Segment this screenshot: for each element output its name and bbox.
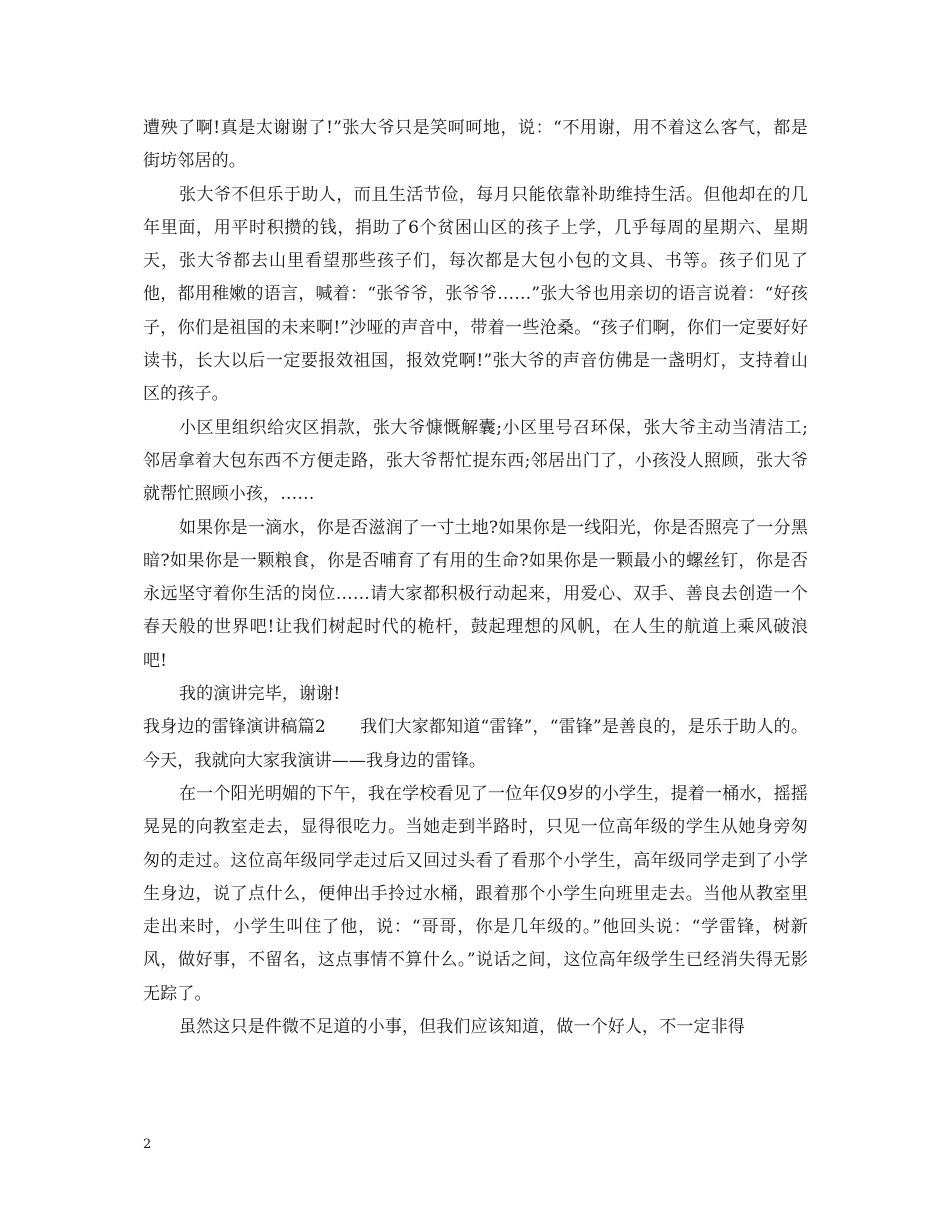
page-number: 2	[143, 1137, 152, 1152]
paragraph-3: 小区里组织给灾区捐款，张大爷慷慨解囊;小区里号召环保，张大爷主动当清洁工;邻居拿着大包东西不方便走路，张大爷帮忙提东西;邻居出门了，小孩没人照顾，张大爷就帮忙照顾小孩，……	[143, 417, 808, 505]
paragraph-4: 如果你是一滴水，你是否滋润了一寸土地?如果你是一线阳光，你是否照亮了一分黑暗?如果你是一颗粮食，你是否哺育了有用的生命?如果你是一颗最小的螺丝钉，你是否永远坚守着你生活的岗位……请大家都积极行动起来，用爱心、双手、善良去创造一个春天般的世界吧!让我们树起时代的桅杆，鼓起理想的风帆，在人生的航道上乘风破浪吧!	[143, 517, 808, 671]
paragraph-8: 虽然这只是件微不足道的小事，但我们应该知道，做一个好人，不一定非得	[179, 1017, 745, 1038]
paragraph-5: 我的演讲完毕，谢谢!	[179, 684, 341, 705]
paragraph-6-section-heading: 我身边的雷锋演讲稿篇2 我们大家都知道“雷锋”，“雷锋”是善良的，是乐于助人的。今天，我就向大家我演讲——我身边的雷锋。	[143, 717, 808, 771]
document-body	[143, 112, 808, 1044]
paragraph-1: 遭殃了啊!真是太谢谢了!”张大爷只是笑呵呵地，说：“不用谢，用不着这么客气，都是街坊邻居的。	[143, 118, 808, 172]
paragraph-2: 张大爷不但乐于助人，而且生活节俭，每月只能依靠补助维持生活。但他却在的几年里面，用平时积攒的钱，捐助了6个贫困山区的孩子上学，几乎每周的星期六、星期天，张大爷都去山里看望那些孩子们，每次都是大包小包的文具、书等。孩子们见了他，都用稚嫩的语言，喊着：“张爷爷，张爷爷……”张大爷也用亲切的语言说着：“好孩子，你们是祖国的未来啊!”沙哑的声音中，带着一些沧桑。“孩子们啊，你们一定要好好读书，长大以后一定要报效祖国，报效党啊!”张大爷的声音仿佛是一盏明灯，支持着山区的孩子。	[143, 184, 808, 405]
paragraph-7: 在一个阳光明媚的下午，我在学校看见了一位年仅9岁的小学生，提着一桶水，摇摇晃晃的向教室走去，显得很吃力。当她走到半路时，只见一位高年级的学生从她身旁匆匆的走过。这位高年级同学走过后又回过头看了看那个小学生，高年级同学走到了小学生身边，说了点什么，便伸出手拎过水桶，跟着那个小学生向班里走去。当他从教室里走出来时，小学生叫住了他，说：“哥哥，你是几年级的。”他回头说：“学雷锋，树新风，做好事，不留名，这点事情不算什么。”说话之间，这位高年级学生已经消失得无影无踪了。	[143, 783, 808, 1004]
